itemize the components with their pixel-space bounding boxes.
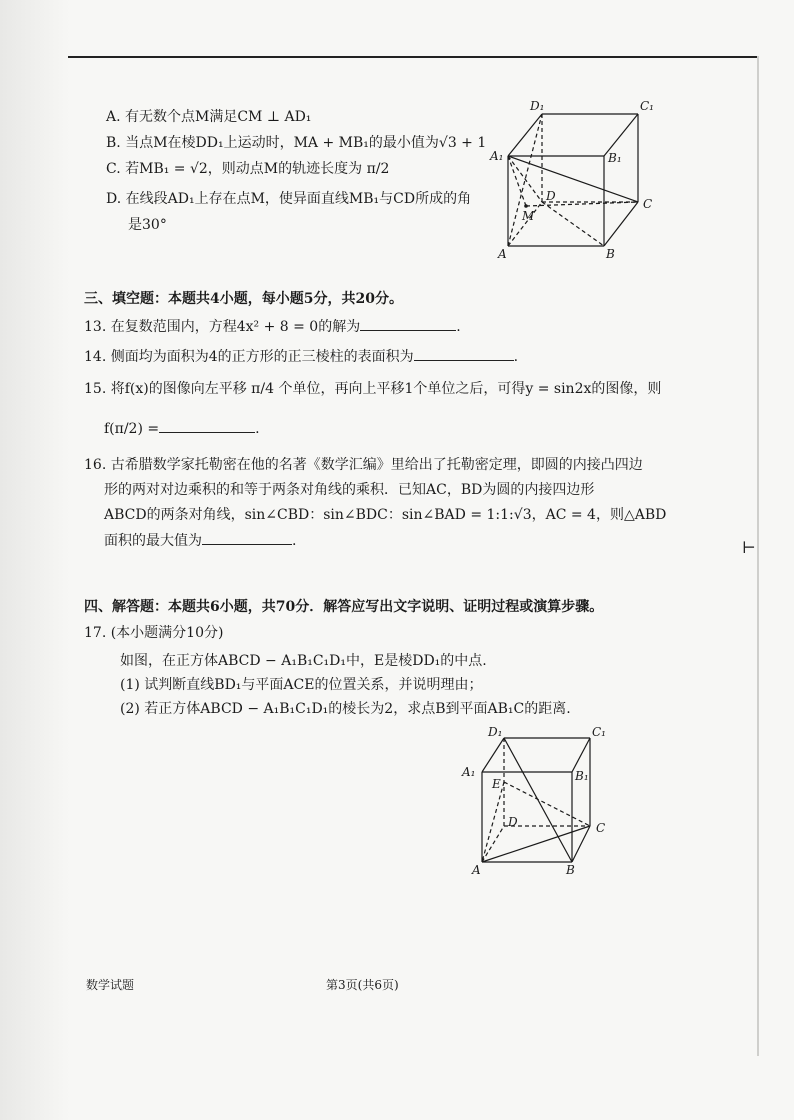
question-17-part1: (1) 试判断直线BD₁与平面ACE的位置关系，并说明理由； <box>120 677 483 693</box>
question-17-part2: (2) 若正方体ABCD − A₁B₁C₁D₁的棱长为2，求点B到平面AB₁C的距离. <box>120 701 571 717</box>
cube-figure-1 <box>488 96 668 266</box>
answer-blank-14 <box>414 346 514 361</box>
label-b: B <box>606 247 615 261</box>
question-16-line3: ABCD的两条对角线，sin∠CBD：sin∠BDC：sin∠BAD = 1:1:√3，AC = 4，则△ABD <box>104 507 667 523</box>
label-a1: A₁ <box>490 149 504 163</box>
footer-page-number: 第3页(共6页) <box>326 978 399 992</box>
label-a1: A₁ <box>462 765 476 779</box>
option-d-line1: D. 在线段AD₁上存在点M，使异面直线MB₁与CD所成的角 <box>106 191 472 207</box>
option-b: B. 当点M在棱DD₁上运动时，MA + MB₁的最小值为√3 + 1 <box>106 135 487 151</box>
answer-blank-15 <box>159 418 255 433</box>
answer-blank-13 <box>360 316 456 331</box>
question-17-header: 17. (本小题满分10分) <box>84 625 224 641</box>
label-c: C <box>596 821 606 835</box>
margin-mark: ⊢ <box>742 538 756 557</box>
label-d1: D₁ <box>530 99 545 113</box>
label-d1: D₁ <box>488 725 503 739</box>
label-b1: B₁ <box>575 769 589 783</box>
label-a: A <box>472 863 481 877</box>
question-14: 14. 侧面均为面积为4的正方形的正三棱柱的表面积为 . <box>84 346 518 366</box>
top-rule <box>68 56 758 58</box>
label-a: A <box>498 247 507 261</box>
footer-subject: 数学试题 <box>86 978 135 992</box>
label-e: E <box>492 777 501 791</box>
option-c: C. 若MB₁ = √2，则动点M的轨迹长度为 π/2 <box>106 161 390 177</box>
label-c1: C₁ <box>592 725 606 739</box>
right-margin-line <box>757 56 759 1056</box>
scan-shadow <box>0 0 70 1120</box>
question-15-line1: 15. 将f(x)的图像向左平移 π/4 个单位，再向上平移1个单位之后，可得y = sin2x的图像，则 <box>84 381 662 397</box>
label-c1: C₁ <box>640 99 654 113</box>
label-m: M <box>522 209 535 223</box>
question-16-line2: 形的两对对边乘积的和等于两条对角线的乘积．已知AC，BD为圆的内接四边形 <box>104 482 595 498</box>
label-d: D <box>546 189 556 203</box>
cube-figure-2 <box>458 722 658 882</box>
section-3-title: 三、填空题：本题共4小题，每小题5分，共20分。 <box>84 291 403 307</box>
label-b: B <box>566 863 575 877</box>
option-a: A. 有无数个点M满足CM ⊥ AD₁ <box>106 109 312 125</box>
label-d: D <box>508 815 518 829</box>
label-c: C <box>643 197 653 211</box>
question-16-line1: 16. 古希腊数学家托勒密在他的名著《数学汇编》里给出了托勒密定理，即圆的内接凸四边 <box>84 457 643 473</box>
option-d-line2: 是30° <box>128 217 167 233</box>
question-17-body: 如图，在正方体ABCD − A₁B₁C₁D₁中，E是棱DD₁的中点. <box>120 653 487 669</box>
question-15-line2: f(π/2) = . <box>104 418 260 438</box>
question-16-line4: 面积的最大值为 . <box>104 530 296 550</box>
answer-blank-16 <box>202 530 292 545</box>
question-13: 13. 在复数范围内，方程4x² + 8 = 0的解为 . <box>84 316 461 336</box>
label-b1: B₁ <box>608 151 622 165</box>
section-4-title: 四、解答题：本题共6小题，共70分．解答应写出文字说明、证明过程或演算步骤。 <box>84 599 604 615</box>
